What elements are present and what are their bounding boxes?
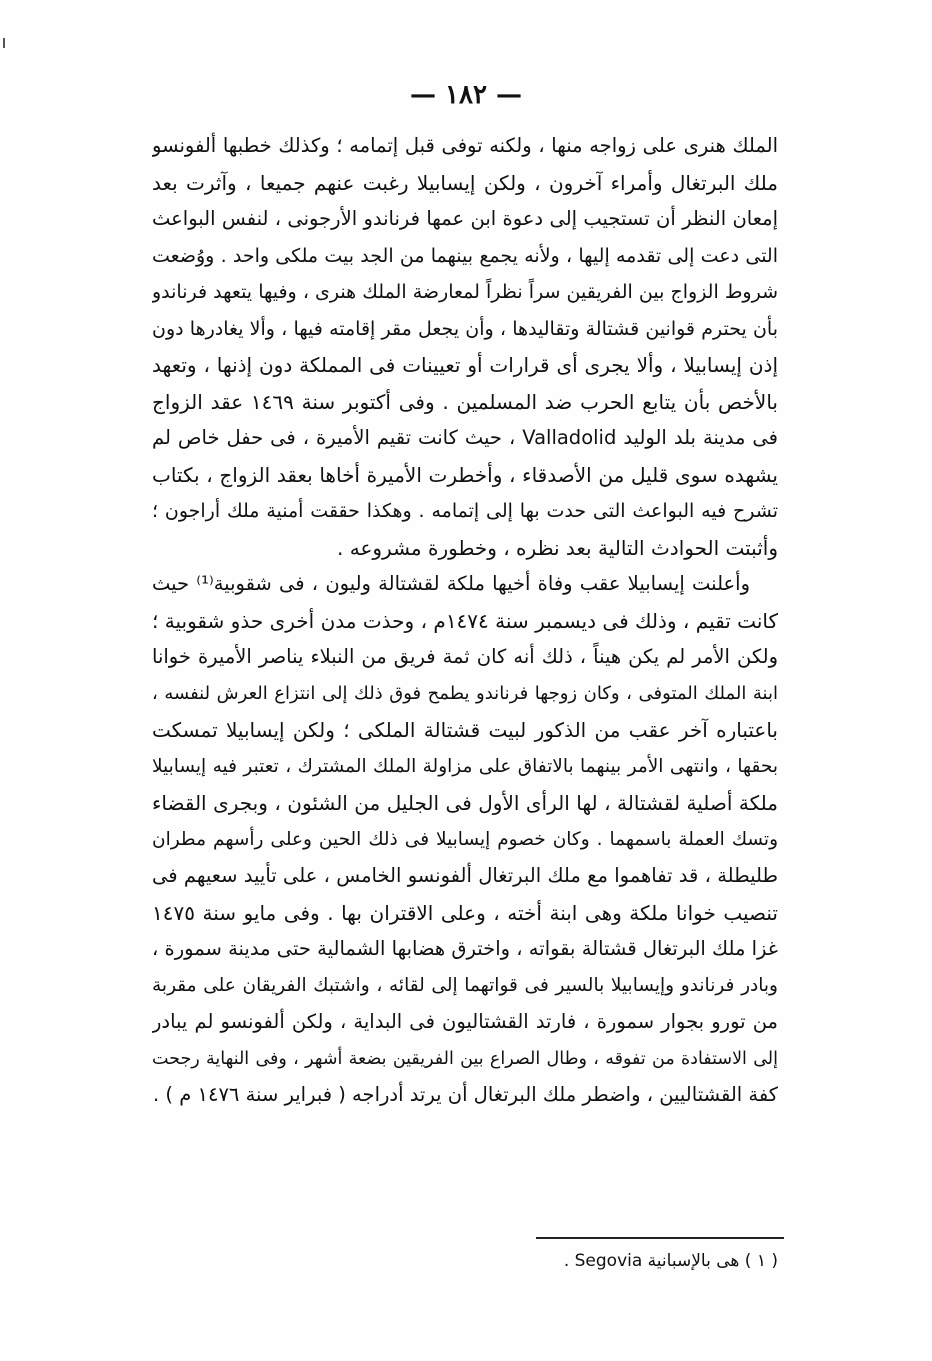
text-line: يشهده سوى قليل من الأصدقاء ، وأخطرت الأميرة أخاها بعقد الزواج ، بكتاب: [152, 462, 778, 487]
text-line: وبادر فرناندو وإيسابيلا بالسير فى قواتهما إلى لقائه ، واشتبك الفريقان على مقربة: [152, 974, 778, 996]
text-line: تشرح فيه البواعث التى حدت بها إلى إتمامه . وهكذا حققت أمنية ملك أراجون ؛: [152, 500, 778, 522]
text-line: ملك البرتغال وأمراء آخرون ، ولكن إيسابيلا رغبت عنهم جميعا ، وآثرت بعد: [152, 170, 778, 195]
text-line: ولكن الأمر لم يكن هيناً ، ذلك أنه كان ثمة فريق من النبلاء يناصر الأميرة خوانا: [152, 645, 778, 668]
text-line: فى مدينة بلد الوليد Valladolid ، حيث كانت تقيم الأميرة ، فى حفل خاص لم: [152, 426, 778, 449]
text-line: طليطلة ، قد تفاهموا مع ملك البرتغال ألفونسو الخامس ، على تأييد سعيهم فى: [152, 864, 778, 887]
text-line: من تورو بجوار سمورة ، فارتد القشتاليون فى البداية ، ولكن ألفونسو لم يبادر: [152, 1010, 778, 1033]
footnote-divider: [536, 1237, 784, 1239]
scan-edge-mark: [3, 38, 5, 48]
text-line: شروط الزواج بين الفريقين سراً نظراً لمعارضة الملك هنرى ، وفيها يتعهد فرناندو: [152, 281, 778, 303]
text-line: إمعان النظر أن تستجيب إلى دعوة ابن عمها فرناندو الأرجونى ، لنفس البواعث: [152, 207, 778, 230]
text-line: وتسك العملة باسمهما . وكان خصوم إيسابيلا فى ذلك الحين وعلى رأسهم مطران: [152, 828, 778, 850]
text-line: ملكة أصلية لقشتالة ، لها الرأى الأول فى الجليل من الشئون ، وبجرى القضاء: [152, 791, 778, 815]
text-line: بحقها ، وانتهى الأمر بينهما بالاتفاق على مزاولة الملك المشترك ، تعتبر فيه إيسابيلا: [152, 755, 778, 777]
text-line: الملك هنرى على زواجه منها ، ولكنه توفى قبل إتمامه ؛ وكذلك خطبها ألفونسو: [152, 134, 778, 157]
text-line: باعتباره آخر عقب من الذكور لبيت قشتالة الملكى ؛ ولكن إيسابيلا تمسكت: [152, 718, 778, 742]
text-line: وأثبتت الحوادث التالية بعد نظره ، وخطورة مشروعه .: [337, 535, 778, 560]
text-line: غزا ملك البرتغال قشتالة بقواته ، واخترق هضابها الشمالية حتى مدينة سمورة ،: [152, 937, 778, 960]
text-line: التى دعت إلى تقدمه إليها ، ولأنه يجمع بينهما من الجد بيت ملكى واحد . ووُضعت: [152, 244, 778, 267]
text-line: كفة القشتاليين ، واضطر ملك البرتغال أن يرتد أدراجه ( فبراير سنة ١٤٧٦ م ) .: [153, 1083, 778, 1106]
text-line: إذن إيسابيلا ، وألا يجرى أى قرارات أو تعيينات فى المملكة دون إذنها ، وتعهد: [152, 353, 778, 377]
footnote: ( ١ ) هى بالإسبانية Segovia .: [563, 1251, 778, 1271]
text-line: ابنة الملك المتوفى ، وكان زوجها فرناندو يطمح فوق ذلك إلى انتزاع العرش لنفسه ،: [152, 682, 778, 704]
text-line: وأعلنت إيسابيلا عقب وفاة أخيها ملكة لقشتالة وليون ، فى شقوبية⁽¹⁾ حيث: [152, 572, 750, 595]
text-line: تنصيب خوانا ملكة وهى ابنة أخته ، وعلى الاقتران بها . وفى مايو سنة ١٤٧٥: [152, 900, 778, 925]
text-line: إلى الاستفادة من تفوقه ، وطال الصراع بين الفريقين بضعة أشهر ، وفى النهاية رجحت: [152, 1048, 778, 1069]
text-line: بأن يحترم قوانين قشتالة وتقاليدها ، وأن يجعل مقر إقامته فيها ، وألا يغادرها دون: [152, 317, 778, 340]
text-line: كانت تقيم ، وذلك فى ديسمبر سنة ١٤٧٤م ، وحذت مدن أخرى حذو شقوبية ؛: [152, 608, 778, 633]
body-text: [152, 128, 778, 1114]
text-line: بالأخص بأن يتابع الحرب ضد المسلمين . وفى أكتوبر سنة ١٤٦٩ عقد الزواج: [152, 389, 778, 414]
page-number: — ١٨٢ —: [409, 80, 523, 110]
